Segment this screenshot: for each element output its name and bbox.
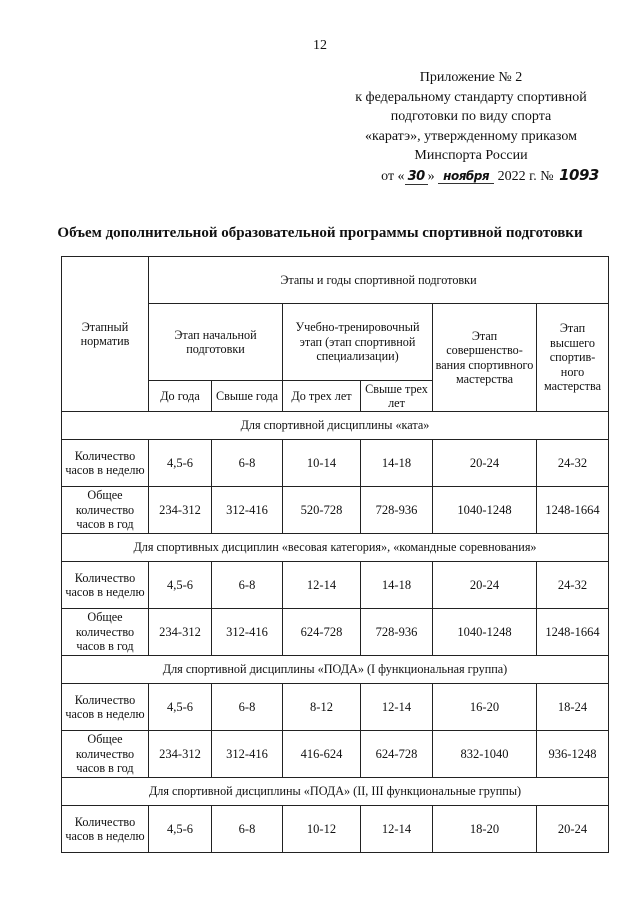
table-row xyxy=(62,487,609,534)
header-stage-improvement: Этап совершенство-вания спортивного мастерства xyxy=(433,304,537,412)
table-cell: 8-12 xyxy=(283,684,361,731)
table-cell: 12-14 xyxy=(283,562,361,609)
page-number: 12 xyxy=(313,38,327,53)
table-cell: 312-416 xyxy=(212,487,283,534)
table-cell: 234-312 xyxy=(149,731,212,778)
header-sub-over-year: Свыше года xyxy=(212,381,283,412)
table-cell: 18-20 xyxy=(433,806,537,853)
table-cell: 4,5-6 xyxy=(149,806,212,853)
table-cell: 416-624 xyxy=(283,731,361,778)
table-cell: 14-18 xyxy=(361,562,433,609)
table-cell: 6-8 xyxy=(212,684,283,731)
header-sub-over-three: Свыше трех лет xyxy=(361,381,433,412)
table-row xyxy=(62,684,609,731)
appendix-line: «каратэ», утвержденному приказом xyxy=(365,128,577,144)
row-label: Количество часов в неделю xyxy=(62,562,149,609)
row-label: Количество часов в неделю xyxy=(62,440,149,487)
section-title: Для спортивной дисциплины «ката» xyxy=(62,412,609,440)
section-row xyxy=(62,412,609,440)
table-cell: 624-728 xyxy=(283,609,361,656)
table-cell: 24-32 xyxy=(537,440,609,487)
document-title: Объем дополнительной образовательной программы спортивной подготовки xyxy=(57,225,583,241)
table-cell: 10-14 xyxy=(283,440,361,487)
header-stages-label: Этапы и годы спортивной подготовки xyxy=(149,257,609,304)
row-label: Общее количество часов в год xyxy=(62,609,149,656)
table-cell: 4,5-6 xyxy=(149,562,212,609)
table-cell: 12-14 xyxy=(361,684,433,731)
section-title: Для спортивной дисциплины «ПОДА» (II, III функциональные группы) xyxy=(62,778,609,806)
handwritten-day: 30 xyxy=(405,169,428,185)
table-cell: 20-24 xyxy=(433,562,537,609)
table-cell: 4,5-6 xyxy=(149,684,212,731)
section-title: Для спортивной дисциплины «ПОДА» (I функциональная группа) xyxy=(62,656,609,684)
section-row xyxy=(62,656,609,684)
table-cell: 10-12 xyxy=(283,806,361,853)
table-cell: 18-24 xyxy=(537,684,609,731)
section-row xyxy=(62,534,609,562)
appendix-line: к федеральному стандарту спортивной xyxy=(355,89,587,105)
table-cell: 312-416 xyxy=(212,731,283,778)
table-cell: 14-18 xyxy=(361,440,433,487)
table-cell: 832-1040 xyxy=(433,731,537,778)
header-sub-upto-three: До трех лет xyxy=(283,381,361,412)
table-cell: 6-8 xyxy=(212,806,283,853)
row-label: Общее количество часов в год xyxy=(62,487,149,534)
table-cell: 16-20 xyxy=(433,684,537,731)
appendix-line: Минспорта России xyxy=(414,148,528,163)
table-cell: 728-936 xyxy=(361,487,433,534)
table-cell: 20-24 xyxy=(433,440,537,487)
appendix-line: подготовки по виду спорта xyxy=(390,109,552,124)
row-label: Количество часов в неделю xyxy=(62,684,149,731)
table-cell: 1248-1664 xyxy=(537,487,609,534)
table-cell: 312-416 xyxy=(212,609,283,656)
date-prefix: от « xyxy=(381,168,405,184)
table-cell: 1040-1248 xyxy=(433,609,537,656)
table-cell: 12-14 xyxy=(361,806,433,853)
table-cell: 624-728 xyxy=(361,731,433,778)
handwritten-month: ноября xyxy=(438,169,494,184)
table-row xyxy=(62,731,609,778)
table-header-row xyxy=(62,257,609,304)
table-cell: 234-312 xyxy=(149,609,212,656)
row-label: Общее количество часов в год xyxy=(62,731,149,778)
header-stage-initial: Этап начальной подготовки xyxy=(149,304,283,381)
header-stage-higher: Этап высшего спортив-ного мастерства xyxy=(537,304,609,412)
table-cell: 1248-1664 xyxy=(537,609,609,656)
table-cell: 24-32 xyxy=(537,562,609,609)
appendix-line: Приложение № 2 xyxy=(419,70,523,85)
table-cell: 728-936 xyxy=(361,609,433,656)
appendix-block xyxy=(330,68,612,186)
norms-table xyxy=(61,256,609,853)
table-cell: 4,5-6 xyxy=(149,440,212,487)
table-cell: 936-1248 xyxy=(537,731,609,778)
handwritten-order-number: 1093 xyxy=(559,165,599,184)
header-stage-training: Учебно-тренировочный этап (этап спортивной специализации) xyxy=(283,304,433,381)
table-row xyxy=(62,562,609,609)
table-row xyxy=(62,806,609,853)
table-cell: 234-312 xyxy=(149,487,212,534)
appendix-date-line xyxy=(370,166,612,187)
table-row xyxy=(62,609,609,656)
table-cell: 1040-1248 xyxy=(433,487,537,534)
date-year: 2022 г. № xyxy=(497,168,554,184)
date-quote-close: » xyxy=(427,168,435,184)
table-cell: 20-24 xyxy=(537,806,609,853)
table-cell: 520-728 xyxy=(283,487,361,534)
section-title: Для спортивных дисциплин «весовая категория», «командные соревнования» xyxy=(62,534,609,562)
header-norm-label: Этапный норматив xyxy=(62,257,149,412)
table-cell: 6-8 xyxy=(212,562,283,609)
header-sub-upto-year: До года xyxy=(149,381,212,412)
table-row xyxy=(62,440,609,487)
row-label: Количество часов в неделю xyxy=(62,806,149,853)
table-cell: 6-8 xyxy=(212,440,283,487)
section-row xyxy=(62,778,609,806)
